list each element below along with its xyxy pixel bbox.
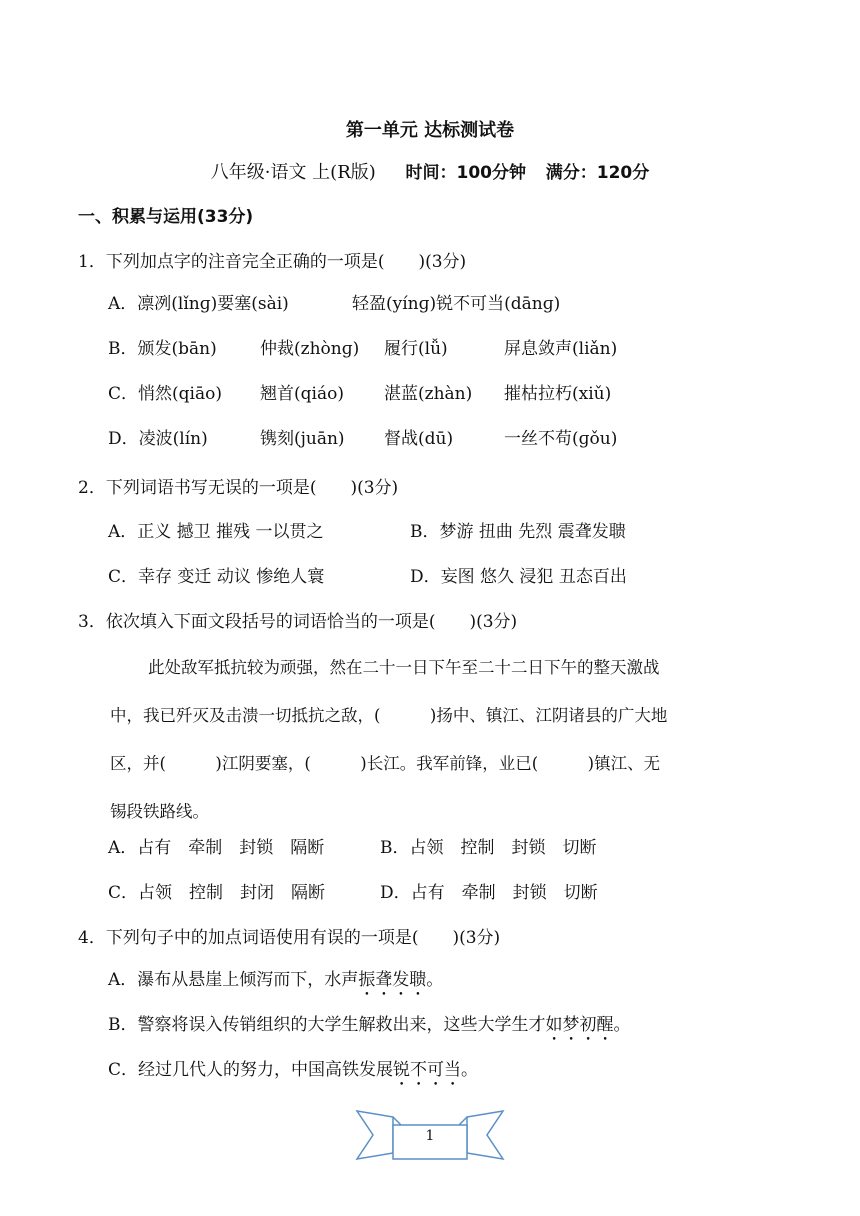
option-c-part-3: 湛蓝(zhàn) (384, 384, 473, 404)
page-number: 1 (425, 1128, 435, 1144)
passage-line: 锡段铁路线。 (110, 802, 209, 821)
sentence-text: C．经过几代人的努力，中国高铁发展 (108, 1060, 394, 1080)
question-2-row-2 (108, 565, 627, 589)
full-score: 满分：120分 (545, 163, 650, 183)
option-c-part-2: 翘首(qiáo) (260, 384, 344, 404)
question-3-option-a: A．占有 牵制 封锁 隔断 (108, 838, 325, 858)
grade-subject: 八年级·语文 上(R版) (210, 162, 376, 183)
option-b-part-4: 屏息敛声(liǎn) (504, 339, 618, 359)
option-d-part-1: D．凌波(lín) (108, 429, 208, 449)
sentence-end: 。 (461, 1060, 479, 1080)
question-2-row-1 (108, 520, 626, 544)
question-3-option-d: D．占有 牵制 封锁 切断 (380, 883, 598, 903)
question-3-row-2 (108, 881, 598, 905)
question-2-stem: 2．下列词语书写无误的一项是( )(3分) (78, 478, 399, 498)
question-3-option-b: B．占领 控制 封锁 切断 (380, 838, 597, 858)
dotted-phrase: 锐不可当 (393, 1060, 462, 1080)
option-a-part-2: 轻盈(yínɡ)锐不可当(dānɡ) (352, 294, 561, 314)
question-2-option-d: D．妄图 悠久 浸犯 丑态百出 (410, 567, 627, 587)
option-a-part-1: A．凛冽(lǐnɡ)要塞(sài) (108, 294, 289, 314)
question-3-passage (110, 644, 790, 836)
question-2-option-a: A．正义 撼卫 摧残 一以贯之 (108, 522, 324, 542)
question-1-option-b (108, 337, 617, 361)
option-d-part-4: 一丝不苟(ɡǒu) (504, 429, 618, 449)
option-c-part-1: C．悄然(qiāo) (108, 384, 222, 404)
option-b-part-2: 仲裁(zhònɡ) (260, 339, 360, 359)
exam-info (0, 158, 860, 184)
sentence-text: B．警察将误入传销组织的大学生解救出来，这些大学生才 (108, 1015, 546, 1035)
sentence-end: 。 (426, 970, 444, 990)
time-limit: 时间：100分钟 (405, 163, 527, 183)
option-b-part-3: 履行(lǚ) (384, 339, 448, 359)
section-heading: 一、积累与运用(33分) (78, 207, 254, 227)
option-d-part-2: 镌刻(juān) (260, 429, 345, 449)
question-4-option-b (108, 1013, 631, 1045)
sentence-end: 。 (613, 1015, 631, 1035)
question-1-stem: 1．下列加点字的注音完全正确的一项是( )(3分) (78, 252, 467, 272)
question-1-option-c (108, 382, 611, 406)
option-b-part-1: B．颁发(bān) (108, 339, 217, 359)
sentence-text: A．瀑布从悬崖上倾泻而下，水声 (108, 970, 359, 990)
question-2-option-c: C．幸存 变迁 动议 惨绝人寰 (108, 567, 325, 587)
question-1-option-a (108, 292, 560, 316)
passage-line: 中，我已歼灭及击溃一切抵抗之敌，( )扬中、镇江、江阴诸县的广大地 (110, 706, 668, 725)
question-2-option-b: B．梦游 扭曲 先烈 震聋发聩 (410, 522, 626, 542)
question-3-stem: 3．依次填入下面文段括号的词语恰当的一项是( )(3分) (78, 612, 518, 632)
question-4-option-a (108, 968, 443, 1000)
passage-line: 区，并( )江阴要塞，( )长江。我军前锋，业已( )镇江、无 (110, 754, 661, 773)
question-1-option-d (108, 427, 617, 451)
question-3-option-c: C．占领 控制 封闭 隔断 (108, 883, 326, 903)
page-title: 第一单元 达标测试卷 (345, 120, 515, 141)
question-4-stem: 4．下列句子中的加点词语使用有误的一项是( )(3分) (78, 928, 501, 948)
option-c-part-4: 摧枯拉朽(xiǔ) (504, 384, 612, 404)
dotted-phrase: 振聋发聩 (358, 970, 427, 990)
option-d-part-3: 督战(dū) (384, 429, 454, 449)
question-3-row-1 (108, 836, 597, 860)
dotted-phrase: 如梦初醒 (545, 1015, 614, 1035)
question-4-option-c (108, 1058, 478, 1090)
passage-line: 此处敌军抵抗较为顽强，然在二十一日下午至二十二日下午的整天激战 (148, 658, 660, 677)
